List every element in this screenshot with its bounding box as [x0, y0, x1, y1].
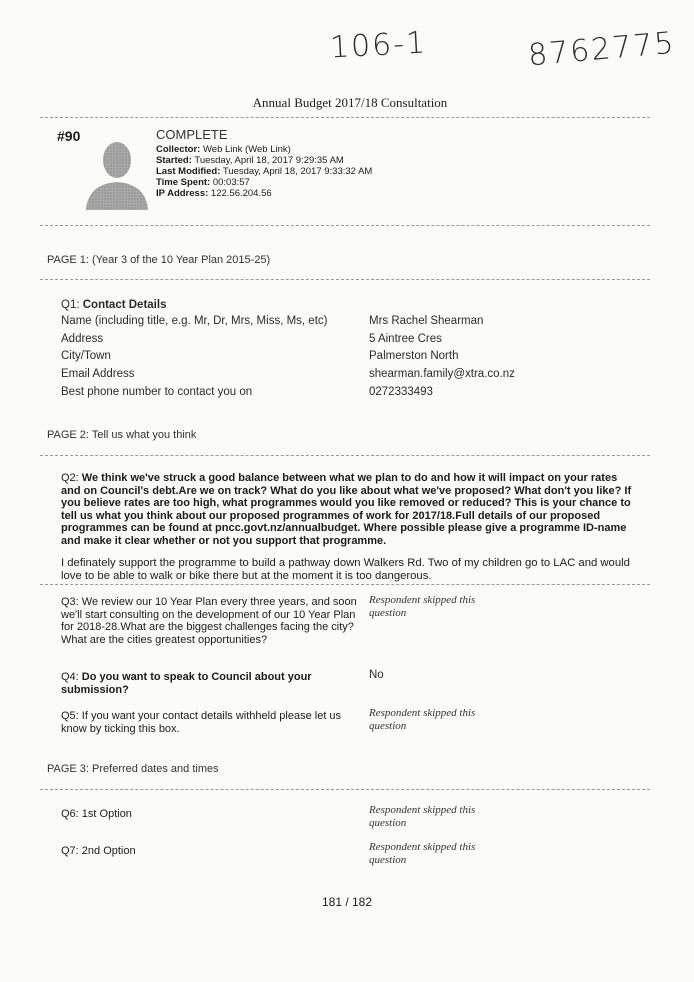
q5-question: Q5: If you want your contact details withheld please let us know by ticking this box. [61, 710, 342, 735]
handwritten-reference-left: 106-1 [329, 25, 429, 66]
q4-question: Q4: Do you want to speak to Council about your submission? [61, 671, 312, 696]
q7-answer: Respondent skipped this question [369, 841, 476, 866]
contact-value-email: shearman.family@xtra.co.nz [369, 368, 515, 380]
time-spent-line: Time Spent: 00:03:57 [156, 177, 250, 188]
divider [40, 279, 650, 280]
contact-value-address: 5 Aintree Cres [369, 333, 442, 345]
contact-value-name: Mrs Rachel Shearman [369, 315, 484, 327]
started-line: Started: Tuesday, April 18, 2017 9:29:35 AM [156, 155, 344, 166]
q6-question: Q6: 1st Option [61, 808, 132, 820]
person-silhouette-icon [86, 138, 148, 210]
q6-answer: Respondent skipped this question [369, 804, 476, 829]
avatar [86, 138, 148, 210]
contact-value-phone: 0272333493 [369, 386, 433, 398]
contact-label-email: Email Address [61, 368, 135, 380]
q3-answer: Respondent skipped this question [369, 594, 476, 619]
contact-label-phone: Best phone number to contact you on [61, 386, 253, 398]
status-complete: COMPLETE [156, 127, 228, 142]
contact-value-city: Palmerston North [369, 350, 459, 362]
document-title: Annual Budget 2017/18 Consultation [252, 95, 448, 110]
collector-line: Collector: Web Link (Web Link) [156, 144, 291, 155]
q5-answer: Respondent skipped this question [369, 707, 476, 732]
q2-answer: I definately support the programme to build a pathway down Walkers Rd. Two of my children go to LAC and would love to be able to walk or bike there but at the moment it is too dangerous. [61, 557, 630, 582]
modified-line: Last Modified: Tuesday, April 18, 2017 9:33:32 AM [156, 166, 373, 177]
ip-address-line: IP Address: 122.56.204.56 [156, 188, 272, 199]
q1-title: Q1: Contact Details [61, 299, 167, 311]
q3-question: Q3: We review our 10 Year Plan every three years, and soon we'll start consulting on the development of our 10 Year Plan for 2018-28.What are the biggest challenges facing the city? What are the cities greatest opportunities? [61, 596, 357, 646]
q4-answer: No [369, 669, 384, 681]
divider [40, 117, 650, 118]
q7-question: Q7: 2nd Option [61, 845, 136, 857]
q2-question: Q2: We think we've struck a good balance between what we plan to do and how it will impact on your rates and on Council's debt.Are we on track? What do you like about what we've proposed? What don't you like? If you believe rates are too high, what programmes would you like removed or reduced? This is your chance to tell us what you think about our proposed programmes of work for 2017/18.Full details of our proposed programmes can be found at pncc.govt.nz/annualbudget. Where possible please give a programme ID-name and make it clear whether or not you support that programme. [61, 472, 632, 547]
response-number: #90 [57, 128, 81, 144]
divider [40, 455, 650, 456]
page2-heading: PAGE 2: Tell us what you think [47, 429, 197, 441]
page-number: 181 / 182 [321, 895, 373, 909]
handwritten-reference-right: 8762775 [526, 25, 677, 74]
contact-label-address: Address [61, 333, 104, 345]
divider [40, 584, 650, 585]
divider [40, 225, 650, 226]
divider [40, 789, 650, 790]
contact-label-city: City/Town [61, 350, 111, 362]
response-meta [156, 144, 372, 199]
contact-label-name: Name (including title, e.g. Mr, Dr, Mrs, Miss, Ms, etc) [61, 315, 328, 327]
page1-heading: PAGE 1: (Year 3 of the 10 Year Plan 2015-25) [47, 254, 271, 266]
page3-heading: PAGE 3: Preferred dates and times [47, 763, 219, 775]
